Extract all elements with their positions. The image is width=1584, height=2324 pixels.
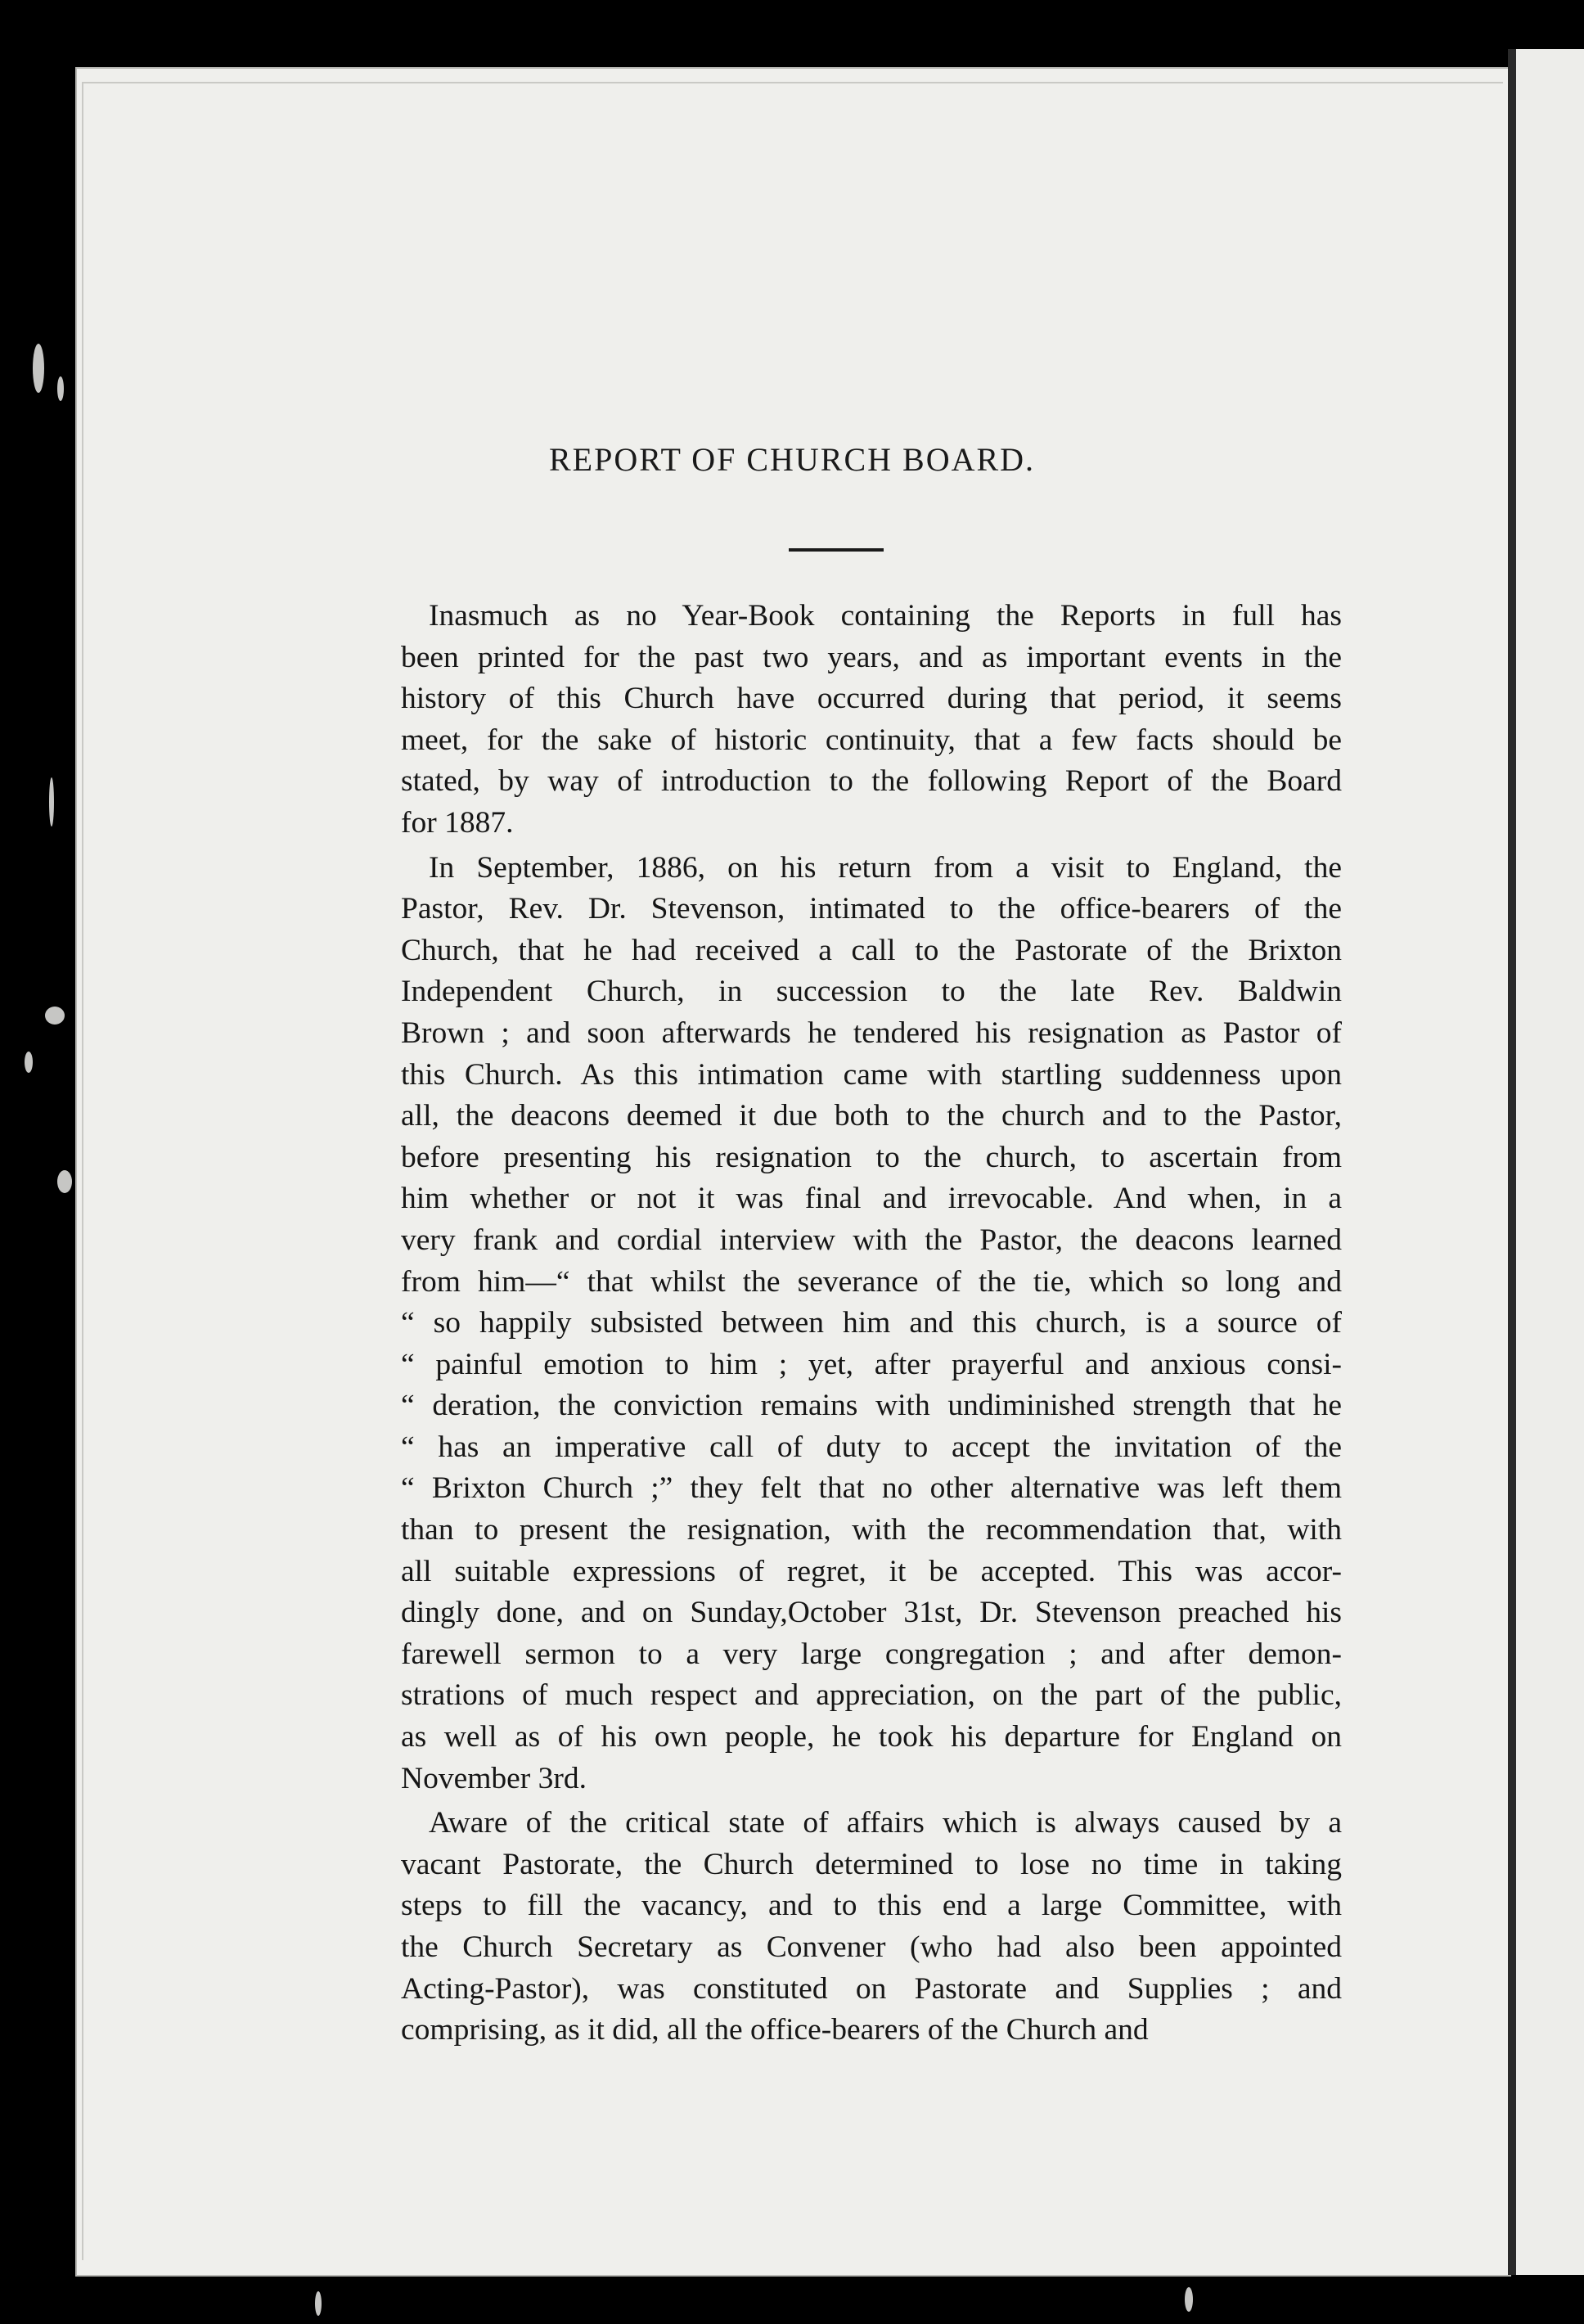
text-line: dingly done, and on Sunday,October 31st, Dr. Stevenson preached his xyxy=(401,1596,1342,1630)
text-line: this Church. As this intimation came with startling suddenness upon xyxy=(401,1057,1342,1092)
text-line: from him—“ that whilst the severance of the tie, which so long and xyxy=(401,1264,1342,1299)
text-line: as well as of his own people, he took his departure for England on xyxy=(401,1720,1342,1754)
text-line: before presenting his resignation to the church, to ascertain from xyxy=(401,1140,1342,1174)
text-line: meet, for the sake of historic continuity, that a few facts should be xyxy=(401,723,1342,757)
paragraph xyxy=(401,596,1342,844)
report-title: REPORT OF CHURCH BOARD. xyxy=(548,441,1036,478)
text-line: all suitable expressions of regret, it be accepted. This was accor- xyxy=(401,1554,1342,1588)
scan-speck xyxy=(25,1052,33,1073)
facing-page-edge xyxy=(1511,49,1584,2275)
text-line: all, the deacons deemed it due both to the church and to the Pastor, xyxy=(401,1099,1342,1133)
text-line: strations of much respect and appreciation, on the part of the public, xyxy=(401,1678,1342,1713)
text-line: him whether or not it was final and irrevocable. And when, in a xyxy=(401,1182,1342,1216)
text-line: steps to fill the vacancy, and to this end a large Committee, with xyxy=(401,1889,1342,1923)
text-line: vacant Pastorate, the Church determined to lose no time in taking xyxy=(401,1847,1342,1881)
scan-speck xyxy=(57,376,64,401)
scan-speck xyxy=(1185,2287,1193,2312)
scan-speck xyxy=(45,1007,65,1025)
scan-speck xyxy=(315,2291,322,2316)
text-line: for 1887. xyxy=(401,805,514,840)
text-line: Aware of the critical state of affairs which is always caused by a xyxy=(429,1806,1342,1840)
paragraph xyxy=(401,848,1342,1800)
scan-speck xyxy=(49,777,54,826)
text-line: been printed for the past two years, and as important events in the xyxy=(401,640,1342,674)
title-rule xyxy=(789,548,884,552)
text-line: Brown ; and soon afterwards he tendered his resignation as Pastor of xyxy=(401,1016,1342,1050)
scan-speck xyxy=(33,344,44,393)
text-line: farewell sermon to a very large congregation ; and after demon- xyxy=(401,1637,1342,1671)
text-line: “ Brixton Church ;” they felt that no other alternative was left them xyxy=(401,1471,1342,1506)
text-line: stated, by way of introduction to the following Report of the Board xyxy=(401,764,1342,799)
text-line: very frank and cordial interview with the Pastor, the deacons learned xyxy=(401,1223,1342,1257)
text-line: the Church Secretary as Convener (who had also been appointed xyxy=(401,1930,1342,1964)
page-gutter-line xyxy=(1508,49,1516,2275)
text-line: Acting-Pastor), was constituted on Pastorate and Supplies ; and xyxy=(401,1971,1342,2006)
text-line: “ has an imperative call of duty to accept the invitation of the xyxy=(401,1430,1342,1464)
text-line: Church, that he had received a call to the Pastorate of the Brixton xyxy=(401,933,1342,967)
text-line: November 3rd. xyxy=(401,1761,587,1795)
text-line: “ deration, the conviction remains with undiminished strength that he xyxy=(401,1389,1342,1423)
text-line: “ so happily subsisted between him and this church, is a source of xyxy=(401,1306,1342,1340)
text-line: than to present the resignation, with the recommendation that, with xyxy=(401,1513,1342,1547)
report-body xyxy=(401,596,1342,2055)
text-line: history of this Church have occurred during that period, it seems xyxy=(401,682,1342,716)
text-line: “ painful emotion to him ; yet, after prayerful and anxious consi- xyxy=(401,1347,1342,1381)
text-line: comprising, as it did, all the office-bearers of the Church and xyxy=(401,2013,1149,2047)
scan-speck xyxy=(57,1170,72,1193)
text-line: Inasmuch as no Year-Book containing the Reports in full has xyxy=(429,599,1342,633)
text-line: Independent Church, in succession to the late Rev. Baldwin xyxy=(401,975,1342,1009)
paragraph xyxy=(401,1803,1342,2052)
text-line: Pastor, Rev. Dr. Stevenson, intimated to the office-bearers of the xyxy=(401,892,1342,926)
text-line: In September, 1886, on his return from a visit to England, the xyxy=(429,850,1342,885)
